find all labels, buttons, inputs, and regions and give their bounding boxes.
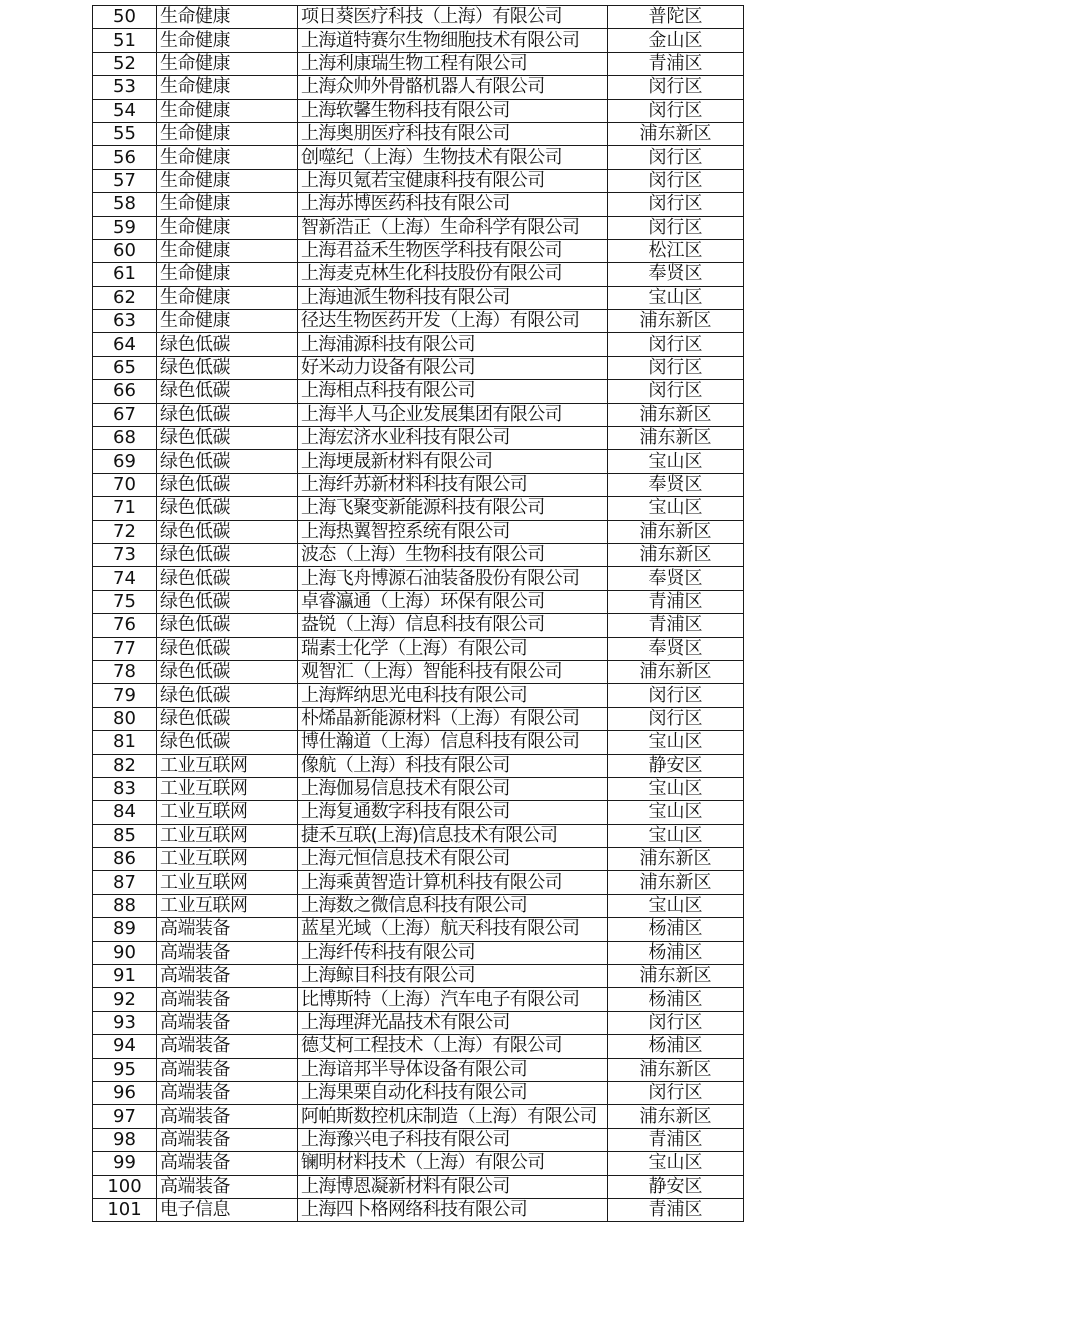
company-name-cell: 阿帕斯数控机床制造（上海）有限公司 (298, 1105, 608, 1128)
company-name-cell: 上海纤苏新材料科技有限公司 (298, 473, 608, 496)
district-cell: 宝山区 (608, 777, 744, 800)
district-cell: 闵行区 (608, 380, 744, 403)
category-cell: 高端装备 (157, 965, 298, 988)
district-cell: 浦东新区 (608, 520, 744, 543)
district-cell: 浦东新区 (608, 543, 744, 566)
category-cell: 绿色低碳 (157, 380, 298, 403)
table-row (93, 848, 744, 871)
district-cell: 闵行区 (608, 146, 744, 169)
district-cell: 宝山区 (608, 894, 744, 917)
category-cell: 生命健康 (157, 52, 298, 75)
row-number-cell: 71 (93, 497, 157, 520)
company-name-cell: 上海飞聚变新能源科技有限公司 (298, 497, 608, 520)
row-number-cell: 52 (93, 52, 157, 75)
company-name-cell: 观智汇（上海）智能科技有限公司 (298, 660, 608, 683)
row-number-cell: 96 (93, 1081, 157, 1104)
category-cell: 工业互联网 (157, 801, 298, 824)
row-number-cell: 97 (93, 1105, 157, 1128)
district-cell: 浦东新区 (608, 660, 744, 683)
district-cell: 闵行区 (608, 1081, 744, 1104)
category-cell: 生命健康 (157, 310, 298, 333)
company-name-cell: 波态（上海）生物科技有限公司 (298, 543, 608, 566)
category-cell: 高端装备 (157, 1058, 298, 1081)
category-cell: 绿色低碳 (157, 731, 298, 754)
district-cell: 宝山区 (608, 450, 744, 473)
row-number-cell: 89 (93, 918, 157, 941)
company-name-cell: 创噬纪（上海）生物技术有限公司 (298, 146, 608, 169)
district-cell: 浦东新区 (608, 427, 744, 450)
table-row (93, 941, 744, 964)
company-name-cell: 盎锐（上海）信息科技有限公司 (298, 614, 608, 637)
table-row (93, 1175, 744, 1198)
table-row (93, 169, 744, 192)
company-name-cell: 上海贝氪若宝健康科技有限公司 (298, 169, 608, 192)
category-cell: 绿色低碳 (157, 707, 298, 730)
company-name-cell: 上海麦克林生化科技股份有限公司 (298, 263, 608, 286)
row-number-cell: 50 (93, 6, 157, 29)
table-row (93, 707, 744, 730)
company-name-cell: 上海纤传科技有限公司 (298, 941, 608, 964)
company-name-cell: 上海乘黄智造计算机科技有限公司 (298, 871, 608, 894)
district-cell: 闵行区 (608, 356, 744, 379)
category-cell: 绿色低碳 (157, 543, 298, 566)
category-cell: 生命健康 (157, 193, 298, 216)
district-cell: 松江区 (608, 239, 744, 262)
company-name-cell: 上海利康瑞生物工程有限公司 (298, 52, 608, 75)
district-cell: 浦东新区 (608, 871, 744, 894)
table-row (93, 52, 744, 75)
company-name-cell: 好米动力设备有限公司 (298, 356, 608, 379)
category-cell: 绿色低碳 (157, 684, 298, 707)
row-number-cell: 100 (93, 1175, 157, 1198)
row-number-cell: 90 (93, 941, 157, 964)
row-number-cell: 85 (93, 824, 157, 847)
company-name-cell: 上海众帅外骨骼机器人有限公司 (298, 76, 608, 99)
table-row (93, 567, 744, 590)
company-name-cell: 上海博恩凝新材料有限公司 (298, 1175, 608, 1198)
district-cell: 浦东新区 (608, 122, 744, 145)
company-name-cell: 上海复通数字科技有限公司 (298, 801, 608, 824)
table-row (93, 520, 744, 543)
category-cell: 绿色低碳 (157, 637, 298, 660)
table-row (93, 988, 744, 1011)
table-row (93, 310, 744, 333)
table-row (93, 99, 744, 122)
district-cell: 奉贤区 (608, 637, 744, 660)
row-number-cell: 69 (93, 450, 157, 473)
category-cell: 绿色低碳 (157, 497, 298, 520)
category-cell: 绿色低碳 (157, 356, 298, 379)
company-name-cell: 上海相点科技有限公司 (298, 380, 608, 403)
table-row (93, 754, 744, 777)
category-cell: 绿色低碳 (157, 403, 298, 426)
district-cell: 宝山区 (608, 497, 744, 520)
district-cell: 青浦区 (608, 1128, 744, 1151)
company-name-cell: 博仕瀚道（上海）信息科技有限公司 (298, 731, 608, 754)
district-cell: 静安区 (608, 1175, 744, 1198)
table-row (93, 684, 744, 707)
category-cell: 生命健康 (157, 99, 298, 122)
table-row (93, 239, 744, 262)
table-row (93, 6, 744, 29)
district-cell: 闵行区 (608, 99, 744, 122)
company-name-cell: 上海宏济水业科技有限公司 (298, 427, 608, 450)
company-name-cell: 上海元恒信息技术有限公司 (298, 848, 608, 871)
table-row (93, 1081, 744, 1104)
row-number-cell: 60 (93, 239, 157, 262)
row-number-cell: 70 (93, 473, 157, 496)
district-cell: 杨浦区 (608, 918, 744, 941)
table-row (93, 333, 744, 356)
category-cell: 绿色低碳 (157, 427, 298, 450)
company-list-table (92, 5, 744, 1222)
category-cell: 高端装备 (157, 1011, 298, 1034)
district-cell: 闵行区 (608, 333, 744, 356)
district-cell: 宝山区 (608, 286, 744, 309)
row-number-cell: 65 (93, 356, 157, 379)
district-cell: 浦东新区 (608, 965, 744, 988)
district-cell: 浦东新区 (608, 1058, 744, 1081)
table-row (93, 660, 744, 683)
category-cell: 高端装备 (157, 1035, 298, 1058)
district-cell: 浦东新区 (608, 310, 744, 333)
row-number-cell: 84 (93, 801, 157, 824)
table-row (93, 216, 744, 239)
row-number-cell: 86 (93, 848, 157, 871)
row-number-cell: 58 (93, 193, 157, 216)
district-cell: 浦东新区 (608, 1105, 744, 1128)
district-cell: 青浦区 (608, 52, 744, 75)
category-cell: 绿色低碳 (157, 567, 298, 590)
table-row (93, 1035, 744, 1058)
row-number-cell: 92 (93, 988, 157, 1011)
category-cell: 高端装备 (157, 1105, 298, 1128)
row-number-cell: 54 (93, 99, 157, 122)
table-row (93, 1128, 744, 1151)
table-row (93, 777, 744, 800)
district-cell: 闵行区 (608, 216, 744, 239)
category-cell: 高端装备 (157, 1081, 298, 1104)
row-number-cell: 81 (93, 731, 157, 754)
company-name-cell: 项日葵医疗科技（上海）有限公司 (298, 6, 608, 29)
table-row (93, 403, 744, 426)
row-number-cell: 77 (93, 637, 157, 660)
category-cell: 高端装备 (157, 1175, 298, 1198)
company-name-cell: 上海飞舟博源石油装备股份有限公司 (298, 567, 608, 590)
row-number-cell: 78 (93, 660, 157, 683)
district-cell: 金山区 (608, 29, 744, 52)
row-number-cell: 80 (93, 707, 157, 730)
category-cell: 绿色低碳 (157, 660, 298, 683)
company-name-cell: 捷禾互联(上海)信息技术有限公司 (298, 824, 608, 847)
table-row (93, 193, 744, 216)
company-name-cell: 上海浦源科技有限公司 (298, 333, 608, 356)
category-cell: 绿色低碳 (157, 520, 298, 543)
company-name-cell: 上海埂晟新材料有限公司 (298, 450, 608, 473)
category-cell: 工业互联网 (157, 894, 298, 917)
table-row (93, 543, 744, 566)
company-name-cell: 上海数之微信息科技有限公司 (298, 894, 608, 917)
category-cell: 工业互联网 (157, 777, 298, 800)
district-cell: 闵行区 (608, 684, 744, 707)
row-number-cell: 87 (93, 871, 157, 894)
row-number-cell: 94 (93, 1035, 157, 1058)
category-cell: 电子信息 (157, 1198, 298, 1221)
row-number-cell: 79 (93, 684, 157, 707)
category-cell: 生命健康 (157, 169, 298, 192)
company-name-cell: 上海伽易信息技术有限公司 (298, 777, 608, 800)
category-cell: 高端装备 (157, 918, 298, 941)
category-cell: 绿色低碳 (157, 450, 298, 473)
table-row (93, 76, 744, 99)
category-cell: 高端装备 (157, 1128, 298, 1151)
company-name-cell: 智新浩正（上海）生命科学有限公司 (298, 216, 608, 239)
district-cell: 宝山区 (608, 731, 744, 754)
table-row (93, 731, 744, 754)
category-cell: 绿色低碳 (157, 590, 298, 613)
row-number-cell: 51 (93, 29, 157, 52)
company-name-cell: 径达生物医药开发（上海）有限公司 (298, 310, 608, 333)
row-number-cell: 57 (93, 169, 157, 192)
category-cell: 生命健康 (157, 239, 298, 262)
company-name-cell: 朴烯晶新能源材料（上海）有限公司 (298, 707, 608, 730)
company-name-cell: 上海四卜格网络科技有限公司 (298, 1198, 608, 1221)
row-number-cell: 98 (93, 1128, 157, 1151)
district-cell: 浦东新区 (608, 403, 744, 426)
row-number-cell: 55 (93, 122, 157, 145)
company-name-cell: 德艾柯工程技术（上海）有限公司 (298, 1035, 608, 1058)
table-row (93, 1152, 744, 1175)
company-name-cell: 上海理湃光晶技术有限公司 (298, 1011, 608, 1034)
row-number-cell: 101 (93, 1198, 157, 1221)
district-cell: 奉贤区 (608, 263, 744, 286)
company-name-cell: 上海果栗自动化科技有限公司 (298, 1081, 608, 1104)
row-number-cell: 66 (93, 380, 157, 403)
row-number-cell: 95 (93, 1058, 157, 1081)
company-name-cell: 上海辉纳思光电科技有限公司 (298, 684, 608, 707)
category-cell: 生命健康 (157, 122, 298, 145)
company-name-cell: 卓睿瀛通（上海）环保有限公司 (298, 590, 608, 613)
table-row (93, 801, 744, 824)
category-cell: 高端装备 (157, 1152, 298, 1175)
table-row (93, 1105, 744, 1128)
row-number-cell: 61 (93, 263, 157, 286)
district-cell: 青浦区 (608, 1198, 744, 1221)
company-name-cell: 上海软馨生物科技有限公司 (298, 99, 608, 122)
category-cell: 生命健康 (157, 286, 298, 309)
district-cell: 杨浦区 (608, 941, 744, 964)
company-name-cell: 上海鲸目科技有限公司 (298, 965, 608, 988)
table-row (93, 286, 744, 309)
table-row (93, 122, 744, 145)
table-row (93, 894, 744, 917)
row-number-cell: 75 (93, 590, 157, 613)
table-row (93, 497, 744, 520)
company-name-cell: 像航（上海）科技有限公司 (298, 754, 608, 777)
district-cell: 青浦区 (608, 590, 744, 613)
table-row (93, 871, 744, 894)
district-cell: 奉贤区 (608, 567, 744, 590)
district-cell: 闵行区 (608, 193, 744, 216)
row-number-cell: 64 (93, 333, 157, 356)
company-name-cell: 蓝星光域（上海）航天科技有限公司 (298, 918, 608, 941)
table-row (93, 427, 744, 450)
row-number-cell: 56 (93, 146, 157, 169)
row-number-cell: 53 (93, 76, 157, 99)
category-cell: 工业互联网 (157, 754, 298, 777)
company-name-cell: 上海豫兴电子科技有限公司 (298, 1128, 608, 1151)
district-cell: 杨浦区 (608, 988, 744, 1011)
company-name-cell: 瑞素士化学（上海）有限公司 (298, 637, 608, 660)
category-cell: 高端装备 (157, 988, 298, 1011)
table-body (93, 6, 744, 1222)
table-row (93, 965, 744, 988)
company-name-cell: 上海谙邦半导体设备有限公司 (298, 1058, 608, 1081)
category-cell: 生命健康 (157, 263, 298, 286)
category-cell: 绿色低碳 (157, 473, 298, 496)
table-row (93, 380, 744, 403)
company-name-cell: 上海苏博医药科技有限公司 (298, 193, 608, 216)
category-cell: 生命健康 (157, 76, 298, 99)
table-row (93, 637, 744, 660)
district-cell: 奉贤区 (608, 473, 744, 496)
category-cell: 高端装备 (157, 941, 298, 964)
row-number-cell: 73 (93, 543, 157, 566)
district-cell: 闵行区 (608, 76, 744, 99)
row-number-cell: 59 (93, 216, 157, 239)
district-cell: 闵行区 (608, 707, 744, 730)
row-number-cell: 74 (93, 567, 157, 590)
category-cell: 工业互联网 (157, 871, 298, 894)
district-cell: 普陀区 (608, 6, 744, 29)
district-cell: 宝山区 (608, 801, 744, 824)
company-name-cell: 比博斯特（上海）汽车电子有限公司 (298, 988, 608, 1011)
district-cell: 宝山区 (608, 824, 744, 847)
row-number-cell: 63 (93, 310, 157, 333)
table-row (93, 356, 744, 379)
company-name-cell: 上海迪派生物科技有限公司 (298, 286, 608, 309)
row-number-cell: 83 (93, 777, 157, 800)
company-name-cell: 上海热翼智控系统有限公司 (298, 520, 608, 543)
category-cell: 工业互联网 (157, 824, 298, 847)
row-number-cell: 82 (93, 754, 157, 777)
table-row (93, 146, 744, 169)
category-cell: 绿色低碳 (157, 333, 298, 356)
row-number-cell: 67 (93, 403, 157, 426)
row-number-cell: 91 (93, 965, 157, 988)
company-name-cell: 上海君益禾生物医学科技有限公司 (298, 239, 608, 262)
row-number-cell: 99 (93, 1152, 157, 1175)
table-row (93, 473, 744, 496)
table-row (93, 1198, 744, 1221)
district-cell: 闵行区 (608, 169, 744, 192)
category-cell: 工业互联网 (157, 848, 298, 871)
category-cell: 生命健康 (157, 146, 298, 169)
category-cell: 绿色低碳 (157, 614, 298, 637)
district-cell: 青浦区 (608, 614, 744, 637)
table-row (93, 450, 744, 473)
company-name-cell: 上海道特赛尔生物细胞技术有限公司 (298, 29, 608, 52)
table-row (93, 590, 744, 613)
table-row (93, 1011, 744, 1034)
row-number-cell: 72 (93, 520, 157, 543)
district-cell: 闵行区 (608, 1011, 744, 1034)
row-number-cell: 88 (93, 894, 157, 917)
category-cell: 生命健康 (157, 216, 298, 239)
category-cell: 生命健康 (157, 29, 298, 52)
table-row (93, 263, 744, 286)
table-row (93, 614, 744, 637)
table-row (93, 824, 744, 847)
district-cell: 宝山区 (608, 1152, 744, 1175)
district-cell: 浦东新区 (608, 848, 744, 871)
table-row (93, 1058, 744, 1081)
company-name-cell: 镧明材料技术（上海）有限公司 (298, 1152, 608, 1175)
district-cell: 杨浦区 (608, 1035, 744, 1058)
table-row (93, 918, 744, 941)
district-cell: 静安区 (608, 754, 744, 777)
row-number-cell: 93 (93, 1011, 157, 1034)
company-name-cell: 上海奥朋医疗科技有限公司 (298, 122, 608, 145)
row-number-cell: 76 (93, 614, 157, 637)
company-name-cell: 上海半人马企业发展集团有限公司 (298, 403, 608, 426)
table-row (93, 29, 744, 52)
row-number-cell: 62 (93, 286, 157, 309)
row-number-cell: 68 (93, 427, 157, 450)
category-cell: 生命健康 (157, 6, 298, 29)
